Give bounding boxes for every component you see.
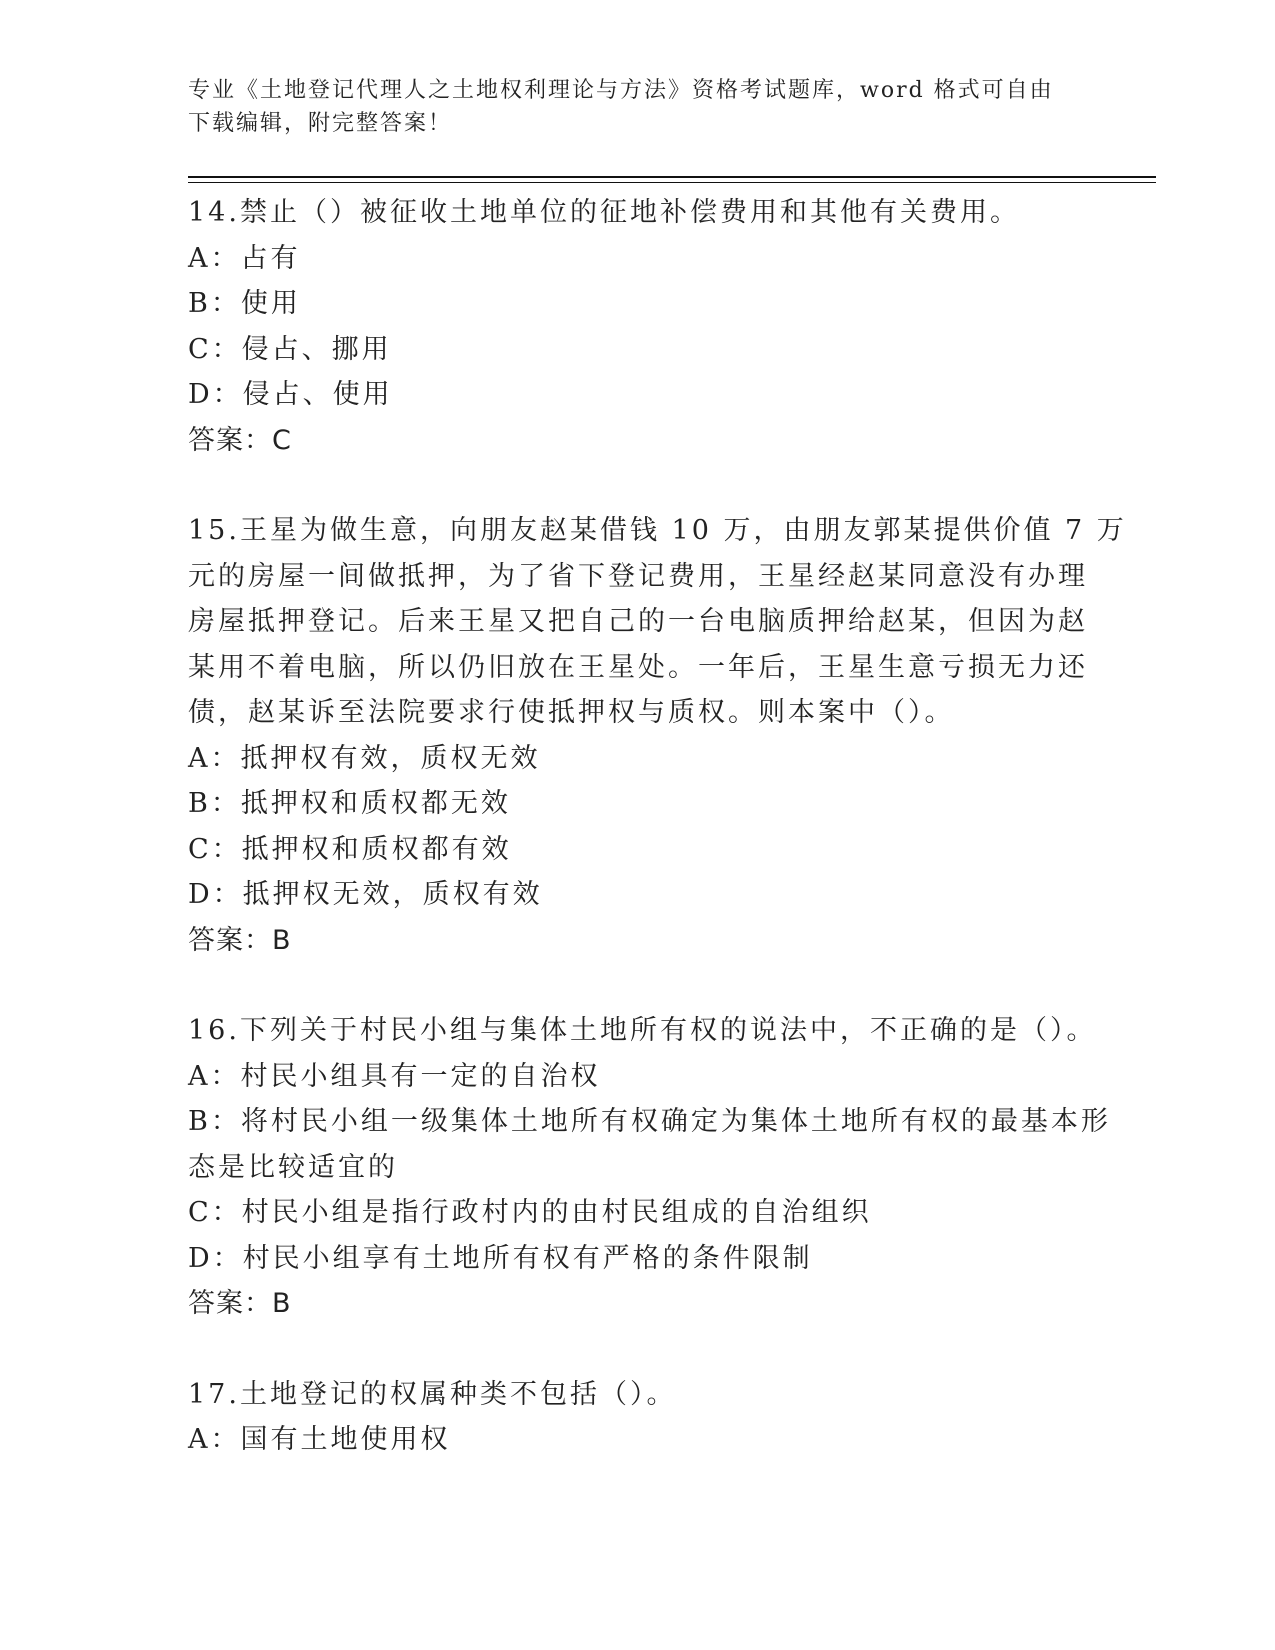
question-list — [188, 190, 1127, 1463]
question-stem-line: 元的房屋一间做抵押，为了省下登记费用，王星经赵某同意没有办理 — [188, 560, 1088, 592]
question-option-line: D：侵占、使用 — [188, 379, 393, 410]
question-option-line: A：国有土地使用权 — [188, 1424, 451, 1455]
question-stem-line: 17.土地登记的权属种类不包括（）。 — [188, 1378, 677, 1410]
question-block — [188, 190, 1088, 463]
question-option-line: D：村民小组享有土地所有权有严格的条件限制 — [188, 1242, 813, 1274]
question-stem-line: 债，赵某诉至法院要求行使抵押权与质权。则本案中（）。 — [188, 697, 955, 728]
question-option-line: B：抵押权和质权都无效 — [188, 788, 511, 819]
question-block — [188, 1008, 1111, 1327]
question-option-line: A：占有 — [188, 242, 301, 274]
question-option-line: A：抵押权有效，质权无效 — [188, 742, 541, 774]
question-stem-line: 15.王星为做生意，向朋友赵某借钱 10 万，由朋友郭某提供价值 7 万 — [188, 515, 1127, 546]
question-option-line: D：抵押权无效，质权有效 — [188, 879, 543, 910]
question-stem-line: 房屋抵押登记。后来王星又把自己的一台电脑质押给赵某，但因为赵 — [188, 606, 1088, 637]
header-line-1: 专业《土地登记代理人之土地权利理论与方法》资格考试题库，word 格式可自由 — [188, 78, 1054, 103]
question-option-line: C：抵押权和质权都有效 — [188, 833, 512, 865]
question-stem-line: 某用不着电脑，所以仍旧放在王星处。一年后，王星生意亏损无力还 — [188, 651, 1088, 683]
answer-line: 答案：B — [188, 924, 292, 956]
question-block — [188, 508, 1127, 963]
question-option-line: C：村民小组是指行政村内的由村民组成的自治组织 — [188, 1197, 872, 1228]
header-line-2: 下载编辑，附完整答案！ — [188, 111, 453, 136]
question-block — [188, 1372, 1088, 1463]
question-option-line: C：侵占、挪用 — [188, 333, 392, 365]
question-option-line: B：使用 — [188, 288, 301, 319]
question-option-line: A：村民小组具有一定的自治权 — [188, 1060, 601, 1092]
question-option-line: B：将村民小组一级集体土地所有权确定为集体土地所有权的最基本形 — [188, 1106, 1111, 1137]
header-rule-thick — [188, 176, 1156, 178]
document-header — [188, 74, 1088, 140]
header-rule-thin — [188, 182, 1156, 183]
question-option-line: 态是比较适宜的 — [188, 1151, 398, 1183]
answer-line: 答案：B — [188, 1288, 292, 1319]
question-stem-line: 14.禁止（）被征收土地单位的征地补偿费用和其他有关费用。 — [188, 197, 1020, 228]
question-stem-line: 16.下列关于村民小组与集体土地所有权的说法中，不正确的是（）。 — [188, 1015, 1097, 1046]
answer-line: 答案：C — [188, 424, 292, 456]
